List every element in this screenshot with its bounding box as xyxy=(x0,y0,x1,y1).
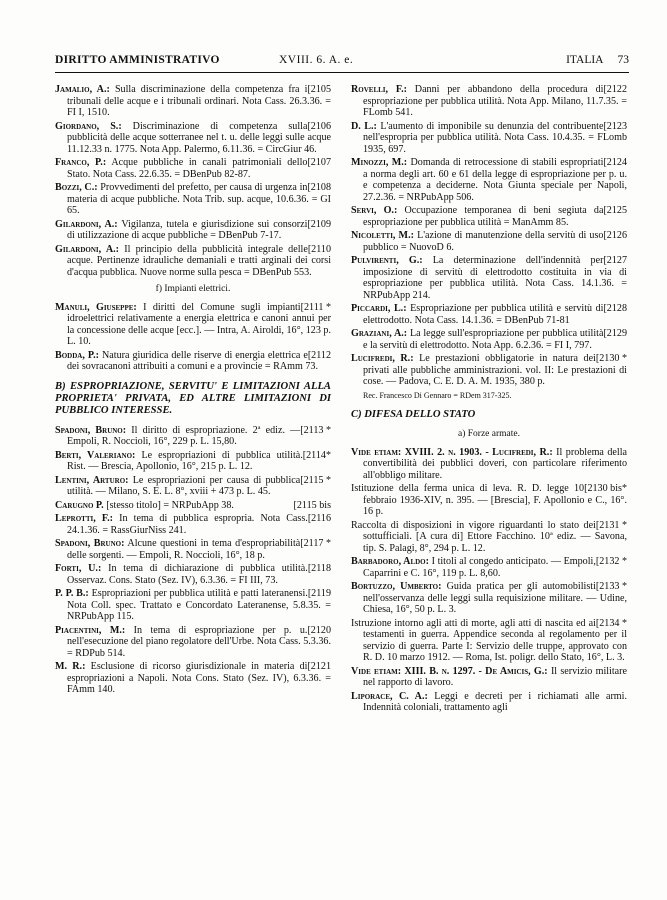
header-ref: XVIII. 6. A. e. xyxy=(279,54,354,66)
entry-text: Sulla discriminazione della competenza fra i tribunali delle acque e i tribunali ordinari. Nota Cass. 26.3.36. = FI I, 1510. xyxy=(67,84,331,118)
entry-number: [2134 * xyxy=(595,617,627,629)
bibliography-entry xyxy=(351,691,627,714)
bibliography-entry xyxy=(55,182,331,217)
entry-author: Vide etiam: XIII. B. n. 1297. - De Amicis, G.: xyxy=(351,665,548,677)
entry-text: Vigilanza, tutela e giurisdizione sui consorzi di utilizzazione di acque pubbliche = DBenPub 7-17. xyxy=(67,218,308,241)
entry-number: [2126 xyxy=(603,230,627,241)
entry-text: [stesso titolo] = NRPubApp 38. xyxy=(106,499,234,511)
entry-author: Lentini, Arturo: xyxy=(55,474,129,486)
entry-author: D. L.: xyxy=(351,120,377,132)
entry-author: Manuli, Giuseppe: xyxy=(55,301,137,313)
entry-number: [2122 xyxy=(603,84,627,95)
entry-text: Il problema della convertibilità dei pubblici doveri, con particolare riferimento all'obbligo militare. xyxy=(363,446,627,481)
entry-author: Piacentini, M.: xyxy=(55,624,126,636)
entry-text: Leggi e decreti per i richiamati alle armi. Indennità coloniali, trattamento agli xyxy=(363,690,627,713)
entry-number: [2111 * xyxy=(300,301,331,313)
entry-number: [2106 xyxy=(307,120,331,132)
bibliography-entry xyxy=(55,513,331,536)
entry-text: Le espropriazioni di pubblica utilità. Rist. — Brescia, Apollonio, 16°, 215 p. L. 12. xyxy=(67,449,303,472)
right-list-2 xyxy=(351,447,627,714)
bibliography-entry xyxy=(351,556,627,579)
entry-number: [2130 bis* xyxy=(584,483,627,494)
entry-number: [2133 * xyxy=(595,581,627,592)
entry-number: [2129 xyxy=(603,328,627,339)
entry-number: [2112 xyxy=(307,349,331,361)
entry-number: [2128 xyxy=(603,303,627,314)
entry-number: [2124 xyxy=(603,157,627,168)
entry-number: [2125 xyxy=(603,205,627,216)
header-rule xyxy=(55,72,629,73)
entry-author: Carugno P. xyxy=(55,499,104,511)
entry-number: [2109 xyxy=(307,218,331,230)
entry-number: [2119 xyxy=(307,588,331,599)
entry-number: [2113 * xyxy=(300,424,331,436)
entry-author: Graziani, A.: xyxy=(351,328,408,339)
entry-text: Espropriazione per pubblica utilità e servitù di elettrodotto. Nota Cass. 14.1.36. = DBenPub 71-81 xyxy=(363,303,604,326)
bibliography-entry xyxy=(55,302,331,348)
bibliography-entry xyxy=(351,205,627,228)
entry-author: M. R.: xyxy=(55,661,86,672)
left-column xyxy=(55,84,331,698)
bibliography-entry xyxy=(55,425,331,448)
entry-author: Giordano, S.: xyxy=(55,120,122,132)
entry-number: [2120 xyxy=(307,624,331,636)
entry-text: I diritti del Comune sugli impianti idroelettrici relativamente a energia elettrica e canoni annui per la concessione delle acque [ecc.]. — Intra, A. Airoldi, 16°, 123 p. L. 10. xyxy=(67,301,331,347)
entry-text: Esclusione di ricorso giurisdizionale in materia di espropriazioni a Napoli. Nota Cons. Stato (Sez. IV), 6.3.36. = FAmm 140. xyxy=(67,661,331,695)
entry-number: [2115 * xyxy=(300,474,331,486)
entry-author: Nicoletti, M.: xyxy=(351,230,414,241)
entry-author: Jamalio, A.: xyxy=(55,84,110,95)
bibliography-entry xyxy=(351,581,627,616)
right-column xyxy=(351,84,627,716)
bibliography-entry xyxy=(55,538,331,561)
entry-number: [2115 bis xyxy=(293,499,331,511)
section-b-heading: B) ESPROPRIAZIONE, SERVITU' E LIMITAZIONI ALLA PROPRIETA' PRIVATA, ED ALTRE LIMITAZIONI DI PUBBLICO INTERESSE. xyxy=(55,380,331,416)
page-number: 73 xyxy=(617,54,629,66)
entry-text: I titoli al congedo anticipato. — Empoli, Caparrini e C. 16°, 119 p. L. 8,60. xyxy=(363,556,596,579)
entry-number: [2110 xyxy=(307,243,331,255)
entry-text: L'azione di manutenzione della servitù di uso pubblico = NuovoD 6. xyxy=(363,230,604,253)
entry-number: [2118 xyxy=(307,563,331,574)
entry-author: Forti, U.: xyxy=(55,563,102,574)
bibliography-entry xyxy=(55,157,331,180)
bibliography-entry xyxy=(351,483,627,518)
bibliography-entry xyxy=(55,84,331,119)
bibliography-entry xyxy=(55,500,331,512)
entry-author: Minozzi, M.: xyxy=(351,157,408,168)
bibliography-entry xyxy=(55,563,331,586)
entry-author: Berti, Valeriano: xyxy=(55,449,136,461)
entry-text: La determinazione dell'indennità per imposizione di servitù di elettrodotto costituita in via di espropriazione per pubblica utilità. Nota Cass. 14.1.36. = NRPubApp 214. xyxy=(363,255,627,301)
left-list-1 xyxy=(55,84,331,278)
entry-author: Leprotti, F.: xyxy=(55,513,114,524)
entry-author: Servi, O.: xyxy=(351,205,398,216)
entry-author: Pulvirenti, G.: xyxy=(351,255,423,266)
entry-author: Bozzi, C.: xyxy=(55,182,98,193)
entry-text: Provvedimenti del prefetto, per causa di urgenza in materia di acque pubbliche. Nota Trib. sup. acque, 10.6.36. = GI 65. xyxy=(67,182,331,216)
entry-text: In tema di dichiarazione di pubblica utilità. Osservaz. Cons. Stato (Sez. IV), 6.3.36. = FI III, 73. xyxy=(67,563,308,586)
review-note: Rec. Francesco Di Gennaro = RDem 317-325. xyxy=(363,390,512,400)
entry-text: Istituzione della ferma unica di leva. R. D. legge 10 febbraio 1936-XIV, n. 395. — [Brescia], F. Apollonio e C., 16°. 16 p. xyxy=(351,483,627,517)
entry-number: [2130 * xyxy=(595,353,627,364)
running-header xyxy=(55,54,629,72)
right-list-1 xyxy=(351,84,627,388)
entry-text: Raccolta di disposizioni in vigore riguardanti lo stato dei sottufficiali. [A cura di] Ettore Facchino. 10ª ediz. — Savona, tip. S. Palagi, 8°, 294 p. L. 12. xyxy=(351,519,627,554)
header-title: DIRITTO AMMINISTRATIVO xyxy=(55,54,220,66)
entry-author: Rovelli, F.: xyxy=(351,84,407,95)
entry-text: Guida pratica per gli automobilisti nell'osservanza delle leggi sulla requisizione militare. — Udine, Chiesa, 16°, 50 p. L. 3. xyxy=(363,581,627,615)
bibliography-entry xyxy=(351,303,627,326)
entry-text: Natura giuridica delle riserve di energia elettrica e dei sovracanoni attribuiti a comuni e a provincie = RAmm 73. xyxy=(67,349,318,372)
header-country: ITALIA xyxy=(566,54,604,66)
entry-number: [2108 xyxy=(307,182,331,193)
entry-text: Il servizio militare nel rapporto di lavoro. xyxy=(363,665,627,688)
bibliography-entry xyxy=(55,121,331,156)
entry-text: In tema di pubblica espropria. Nota Cass. 24.1.36. = RassGiurNiss 241. xyxy=(67,513,308,536)
entry-number: [2131 * xyxy=(595,519,627,531)
bibliography-entry xyxy=(351,121,627,156)
entry-text: La legge sull'espropriazione per pubblica utilità e la servitù di elettrodotto. Nota App. 6.2.36. = FI I, 797. xyxy=(363,328,604,351)
entry-text: L'aumento di imponibile su denunzia del contribuente nell'espropria per pubblica utilità. Nota Cass. 10.4.35. = FLomb 1935, 697. xyxy=(363,120,627,155)
bibliography-entry xyxy=(55,475,331,498)
left-list-3 xyxy=(55,425,331,696)
entry-text: Espropriazioni per pubblica utilità e patti lateranensi. Nota Coll. spec. Trattato e Concordato Lateranense, 5.8.35. = NRPubApp 115. xyxy=(67,588,331,622)
bibliography-entry xyxy=(351,328,627,351)
bibliography-entry xyxy=(351,255,627,301)
entry-author: Barbadoro, Aldo: xyxy=(351,556,429,567)
entry-text: Istruzione intorno agli atti di morte, agli atti di nascita ed ai testamenti in guerra. Appendice seconda al regolamento per il servizio di guerra. Parte I: Servizio delle truppe, approvato con R. D. 10 marzo 1912. — Roma, Ist. poligr. dello Stato, 16°, L. 3. xyxy=(351,617,627,663)
entry-number: [2105 xyxy=(307,84,331,95)
subheading-forze-armate: a) Forze armate. xyxy=(458,429,520,439)
entry-text: Le prestazioni obbligatorie in natura dei privati alle pubbliche amministrazioni. vol. II: Le prestazioni di cose. — Padova, C. E. D. A. M. 1935, 380 p. xyxy=(363,353,627,387)
bibliography-entry xyxy=(351,353,627,388)
bibliography-entry xyxy=(351,230,627,253)
entry-number: [2114* xyxy=(302,449,331,461)
subheading-impianti-elettrici: f) Impianti elettrici. xyxy=(155,284,231,294)
entry-text: Il principio della pubblicità integrale delle acque. Pertinenze idrauliche demaniali e tratti arginali dei corsi d'acqua pubblica. Nuove norme sulla pesca = DBenPub 553. xyxy=(67,243,331,278)
entry-author: Spadoni, Bruno: xyxy=(55,538,125,549)
bibliography-entry xyxy=(351,520,627,555)
entry-number: [2132 * xyxy=(595,556,627,567)
bibliography-entry xyxy=(55,588,331,623)
entry-text: Danni per abbandono della procedura di espropriazione per pubblica utilità. Nota App. Milano, 11.7.35. = FLomb 541. xyxy=(363,84,627,118)
bibliography-entry xyxy=(55,350,331,373)
entry-text: In tema di espropriazione per p. u. nell'esecuzione del piano regolatore dell'Urbe. Nota Cass. 5.3.36. = RDPub 514. xyxy=(67,624,331,659)
entry-author: Bodda, P.: xyxy=(55,349,99,361)
entry-author: Franco, P.: xyxy=(55,157,107,168)
entry-number: [2116 xyxy=(307,513,331,524)
section-c-heading: C) DIFESA DELLO STATO xyxy=(351,409,476,420)
bibliography-entry xyxy=(351,666,627,689)
entry-author: Liporace, C. A.: xyxy=(351,690,428,702)
bibliography-entry xyxy=(55,625,331,660)
entry-author: P. P. B.: xyxy=(55,588,89,599)
bibliography-entry xyxy=(55,219,331,242)
header-right xyxy=(552,54,629,66)
entry-author: Lucifredi, R.: xyxy=(351,353,414,364)
bibliography-entry xyxy=(351,157,627,203)
bibliography-entry xyxy=(55,661,331,696)
entry-text: Discriminazione di competenza sulla pubblicità delle acque sotterranee nel t. u. delle leggi sulle acque 11.12.33 n. 1775. Nota App. Palermo, 6.11.36. = CircGiur 46. xyxy=(67,120,331,155)
entry-text: Occupazione temporanea di beni segiuta da espropriazione per pubblica utilità = ManAmm 85. xyxy=(363,205,604,228)
entry-author: Spadoni, Bruno: xyxy=(55,424,127,436)
entry-text: Il diritto di espropriazione. 2ª ediz. — Empoli, R. Noccioli, 16°, 229 p. L. 15,80. xyxy=(67,424,301,447)
bibliography-entry xyxy=(351,84,627,119)
entry-author: Bortuzzo, Umberto: xyxy=(351,581,442,592)
bibliography-entry xyxy=(55,244,331,279)
left-list-2 xyxy=(55,302,331,373)
entry-text: Alcune questioni in tema d'espropriabilità delle sorgenti. — Empoli, R. Noccioli, 16°, 18 p. xyxy=(67,538,301,561)
bibliography-entry xyxy=(55,450,331,473)
bibliography-entry xyxy=(351,618,627,664)
entry-number: [2107 xyxy=(307,157,331,168)
entry-author: Gilardoni, A.: xyxy=(55,243,119,255)
entry-text: Domanda di retrocessione di stabili espropriati a norma degli art. 60 e 61 della legge di espropriazione per p. u. e competenza a deciderne. Nota Giunta speciale per Napoli, 27.2.36. = NRPubApp 506. xyxy=(363,157,627,203)
entry-author: Vide etiam: XVIII. 2. n. 1903. - Lucifredi, R.: xyxy=(351,446,553,458)
entry-text: Le espropriazioni per causa di pubblica utilità. — Milano, S. E. L. 8°, xviii + 473 p. L. 45. xyxy=(67,474,301,497)
entry-author: Gilardoni, A.: xyxy=(55,218,118,230)
entry-number: [2121 xyxy=(307,661,331,672)
entry-number: [2117 * xyxy=(300,538,331,549)
bibliography-entry xyxy=(351,447,627,482)
entry-author: Piccardi, L.: xyxy=(351,303,407,314)
entry-number: [2123 xyxy=(603,120,627,132)
entry-number: [2127 xyxy=(603,255,627,266)
entry-text: Acque pubbliche in canali patrimoniali dello Stato. Nota Cass. 22.6.35. = DBenPub 82-87. xyxy=(67,157,308,180)
